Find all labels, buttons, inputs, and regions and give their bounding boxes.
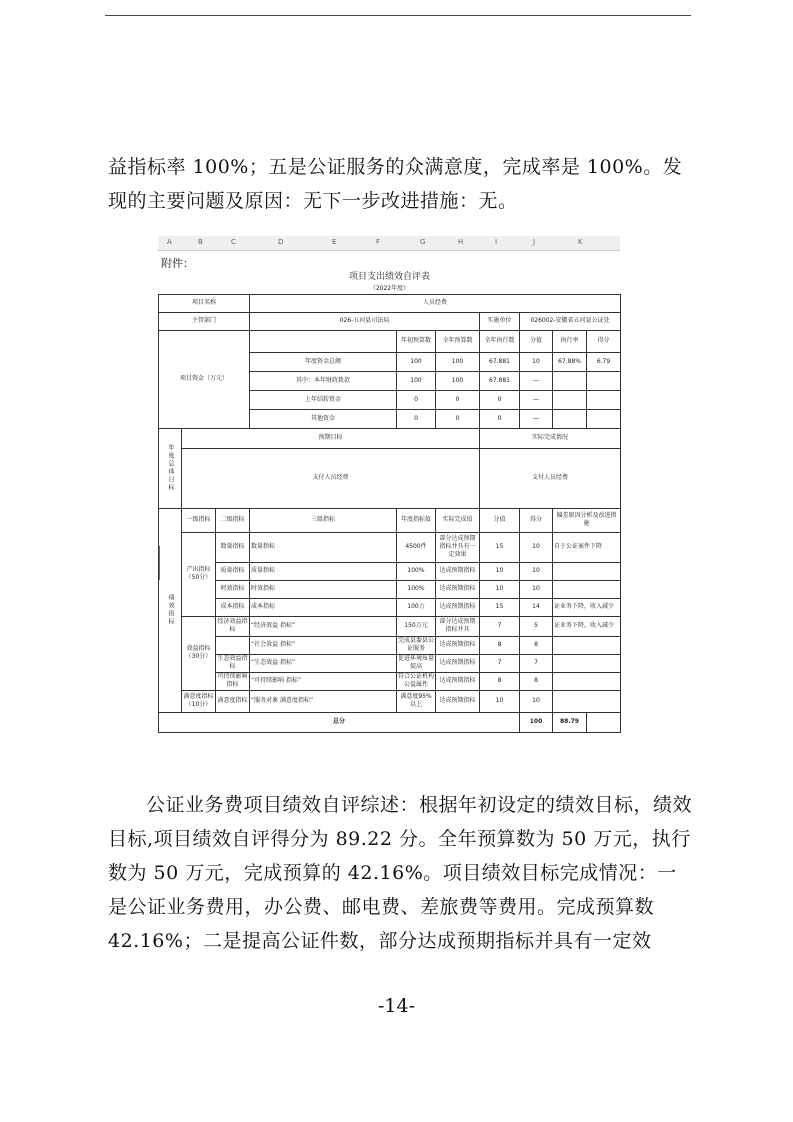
page-number: -14- (377, 995, 416, 1017)
funds-row-label: 其他资金 (250, 409, 397, 428)
funds-cell: 67.881 (480, 352, 520, 371)
indicator-header: 三级指标 (250, 508, 397, 532)
goal-expected-value: 支付人员经费 (182, 448, 480, 508)
actual-cell: 达成预期指标 (436, 636, 480, 654)
attachment-label: 附件： (161, 257, 194, 270)
col-header: I (495, 238, 498, 246)
effect-indicator-label: 效益指标（30分） (182, 616, 216, 690)
target-cell: 促进环境质量提高 (398, 655, 435, 670)
funds-cell (587, 390, 621, 409)
got-cell: 5 (520, 616, 553, 636)
funds-cell: 6.79 (587, 352, 621, 371)
performance-indicators-label: 绩效指标 (159, 508, 182, 712)
funds-cell: 0 (480, 390, 520, 409)
l3-cell: 时效指标 (250, 580, 397, 598)
funds-cell: — (520, 371, 553, 390)
project-name-value: 人员经费 (250, 294, 621, 312)
score-cell: 10 (480, 690, 520, 712)
got-cell: 10 (520, 532, 553, 562)
column-header-bar (158, 236, 620, 251)
col-header: A (167, 238, 172, 246)
l2-cell: 经济效益指标 (216, 616, 250, 636)
funds-header: 执行率 (553, 330, 587, 352)
funds-cell (553, 409, 587, 428)
goal-actual-header: 实际完成情况 (480, 428, 621, 448)
score-cell: 7 (480, 616, 520, 636)
note-cell (553, 672, 621, 690)
got-cell: 8 (520, 672, 553, 690)
target-cell: 完成县委县公证服务 (398, 637, 435, 652)
funds-row-label: 上年结转资金 (250, 390, 397, 409)
note-cell: 自于公证案件下降 (553, 532, 621, 562)
target-cell: 150万元 (397, 616, 436, 636)
note-cell (553, 636, 621, 654)
actual-cell: 达成预期指标 (436, 562, 480, 580)
paragraph-bottom-text: 公证业务费项目绩效自评综述：根据年初设定的绩效目标，绩效目标,项目绩效自评得分为 89.22 分。全年预算数为 50 万元，执行数为 50 万元，完成预算的 42.16%。项目绩效目标完成情况：一是公证业务费用，办公费、邮电费、差旅费等费用。完成预算数 42.16%；二是提高公证件数，部分达成预期指标并具有一定效 (108, 794, 693, 952)
actual-cell: 达成预期指标 (436, 654, 480, 672)
l3-cell: “经济效益 指标” (250, 616, 397, 636)
col-header: F (376, 238, 381, 246)
target-cell: 100% (397, 580, 436, 598)
got-cell: 8 (520, 636, 553, 654)
dept-value: 026-五河县司法局 (250, 312, 480, 330)
table-title: 项目支出绩效自评表 (348, 272, 430, 282)
actual-cell: 达成预期指标 (436, 580, 480, 598)
l3-cell: 数量指标 (250, 532, 397, 562)
l2-cell: 可持续影响指标 (217, 673, 248, 688)
score-cell: 15 (480, 598, 520, 616)
header-rule (105, 15, 691, 16)
funds-header: 分值 (520, 330, 553, 352)
indicator-header: 偏差原因分析及改进措施 (553, 508, 621, 532)
got-cell: 7 (520, 654, 553, 672)
funds-cell: 67.881 (480, 371, 520, 390)
target-cell: 符合公证机构公益属性 (398, 673, 435, 688)
score-cell: 10 (480, 562, 520, 580)
funds-cell: 0 (436, 409, 480, 428)
actual-cell: 部分达成预期指标并具 (436, 616, 480, 636)
funds-cell (587, 409, 621, 428)
funds-row-label: 年度资金总额 (250, 352, 397, 371)
funds-cell: 0 (480, 409, 520, 428)
dept-label: 主管部门 (159, 312, 250, 330)
note-cell (553, 654, 621, 672)
col-header: E (332, 238, 337, 246)
actual-cell: 达成预期指标 (436, 598, 480, 616)
actual-cell: 达成预期指标 (436, 690, 480, 712)
funds-header: 年初预算数 (397, 330, 436, 352)
table-subtitle: （2022年度） (159, 284, 621, 294)
funds-cell: 100 (397, 352, 436, 371)
l3-cell: “服务对象 满意度指标” (250, 690, 397, 712)
col-header: K (578, 238, 583, 246)
satisfaction-indicator-label: 满意度指标（10分） (182, 690, 216, 712)
funds-cell: 0 (397, 390, 436, 409)
funds-cell (553, 371, 587, 390)
total-got: 88.79 (553, 712, 587, 732)
paragraph-bottom (108, 788, 692, 958)
funds-cell: 10 (520, 352, 553, 371)
l2-cell: 时效指标 (216, 580, 250, 598)
actual-cell: 达成预期指标 (436, 672, 480, 690)
col-header: D (278, 238, 284, 246)
funds-cell (587, 371, 621, 390)
funds-cell: 100 (397, 371, 436, 390)
funds-cell: 67.88% (553, 352, 587, 371)
l3-cell: “可持续影响 指标” (250, 672, 397, 690)
l2-cell: 数量指标 (216, 532, 250, 562)
total-label: 总分 (159, 712, 520, 732)
l2-cell: 成本指标 (216, 598, 250, 616)
goal-actual-value: 支付人员经费 (480, 448, 621, 508)
l3-cell: “生态效益 指标” (250, 654, 397, 672)
got-cell: 10 (520, 690, 553, 712)
paragraph-top: 益指标率 100%；五是公证服务的众满意度，完成率是 100%。发现的主要问题及原因：无下一步改进措施：无。 (108, 156, 683, 212)
funds-cell: 0 (397, 409, 436, 428)
l3-cell: 成本指标 (250, 598, 397, 616)
col-header: J (533, 238, 536, 246)
indicator-header: 分值 (480, 508, 520, 532)
note-cell: 证业务下降，收入减少 (553, 616, 621, 636)
target-cell: 满意度95%以上 (397, 690, 436, 712)
score-cell: 15 (480, 532, 520, 562)
note-cell (553, 562, 621, 580)
l3-cell: 质量指标 (250, 562, 397, 580)
indicator-header: 一级指标 (182, 508, 216, 532)
indicator-header: 实际完成值 (436, 508, 480, 532)
l2-cell (216, 636, 250, 654)
funds-cell: — (520, 409, 553, 428)
annual-goal-label: 年度总体目标 (159, 428, 182, 508)
l2-cell: 满意度指标 (216, 690, 250, 712)
indicator-header: 得分 (520, 508, 553, 532)
got-cell: 10 (520, 562, 553, 580)
impl-label: 实施单位 (480, 312, 520, 330)
col-header: G (420, 238, 426, 246)
note-cell (553, 580, 621, 598)
got-cell: 14 (520, 598, 553, 616)
note-cell (553, 690, 621, 712)
indicator-header: 二级指标 (216, 508, 250, 532)
funds-label: 项目资金（万元） (159, 330, 250, 428)
col-header: H (458, 238, 464, 246)
target-cell: 100% (397, 562, 436, 580)
col-header: C (231, 238, 236, 246)
funds-header: 得分 (587, 330, 621, 352)
score-cell: 8 (480, 636, 520, 654)
project-name-label: 项目名称 (159, 294, 250, 312)
funds-row-label: 其中：本年财政拨款 (250, 371, 397, 390)
evaluation-table (158, 270, 621, 733)
spreadsheet-screenshot (158, 236, 620, 758)
goal-expected-header: 预期目标 (182, 428, 480, 448)
note-cell: 证业务下降，收入减少 (553, 598, 621, 616)
score-cell: 10 (480, 580, 520, 598)
l2-cell: 生态效益指标 (217, 655, 248, 670)
impl-value: 026002-安徽省五河县公证处 (520, 312, 621, 330)
funds-cell: 0 (436, 390, 480, 409)
funds-cell: — (520, 390, 553, 409)
output-indicator-label: 产出指标（50分） (182, 532, 216, 616)
target-cell: 4500件 (397, 532, 436, 562)
funds-cell: 100 (436, 352, 480, 371)
score-cell: 8 (480, 672, 520, 690)
col-header: B (198, 238, 203, 246)
funds-header: 全年预算数 (436, 330, 480, 352)
indicator-header: 年度指标值 (397, 508, 436, 532)
target-cell: 100万 (397, 598, 436, 616)
score-cell: 7 (480, 654, 520, 672)
actual-cell: 部分达成预期指标并具有一定效果 (436, 532, 480, 562)
funds-header: 全年执行数 (480, 330, 520, 352)
funds-cell: 100 (436, 371, 480, 390)
l2-cell: 质量指标 (216, 562, 250, 580)
got-cell: 10 (520, 580, 553, 598)
l3-cell: “社会效益 指标” (250, 636, 397, 654)
total-score: 100 (520, 712, 553, 732)
funds-cell (553, 390, 587, 409)
